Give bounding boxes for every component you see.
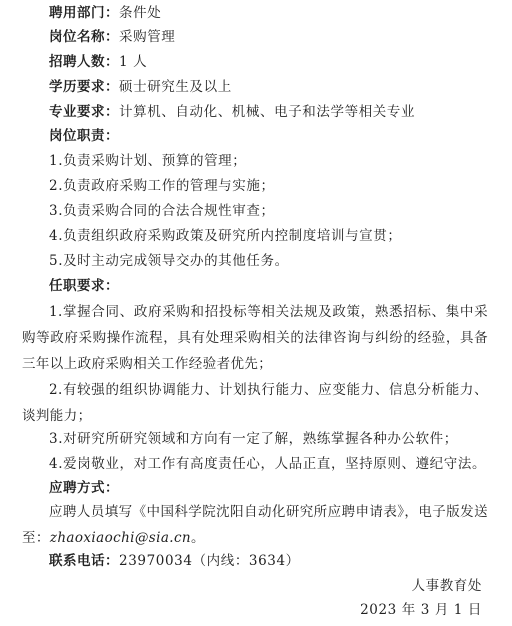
count-value: 1 人	[119, 54, 148, 70]
duty-item: 2.负责政府采购工作的管理与实施；	[49, 178, 275, 194]
education-label: 学历要求：	[49, 79, 119, 95]
application-text	[22, 499, 488, 551]
major-label: 专业要求：	[49, 104, 119, 120]
application-heading: 应聘方式：	[49, 480, 119, 496]
contact-phone: 23970034（内线：3634）	[119, 553, 300, 569]
duty-item: 5.及时主动完成领导交办的其他任务。	[49, 253, 289, 269]
dept-row	[49, 3, 161, 23]
contact-label: 联系电话：	[49, 553, 119, 569]
dept-value: 条件处	[119, 5, 162, 21]
position-value: 采购管理	[119, 29, 176, 45]
issue-date: 2023 年 3 月 1 日	[360, 602, 482, 618]
contact-row	[49, 551, 300, 571]
duty-item: 4.负责组织政府采购政策及研究所内控制度培训与宣贯；	[49, 228, 402, 244]
duties-heading: 岗位职责：	[49, 128, 119, 144]
requirement-item: 1.掌握合同、政府采购和招投标等相关法规及政策，熟悉招标、集中采购等政府采购操作流程，具有处理采购相关的法律咨询与纠纷的经验，具备三年以上政府采购相关工作经验者优先；	[22, 304, 488, 372]
education-row	[49, 77, 232, 97]
requirement-item: 4.爱岗敬业，对工作有高度责任心，人品正直，坚持原则、遵纪守法。	[49, 456, 487, 472]
duty-item: 3.负责采购合同的合法合规性审查；	[49, 203, 275, 219]
major-value: 计算机、自动化、机械、电子和法学等相关专业	[119, 104, 416, 120]
requirement-item: 3.对研究所研究领域和方向有一定了解，熟练掌握各种办公软件；	[49, 431, 458, 447]
duty-item: 1.负责采购计划、预算的管理；	[49, 153, 247, 169]
count-row	[49, 52, 147, 72]
dept-label: 聘用部门：	[49, 5, 119, 21]
count-label: 招聘人数：	[49, 54, 119, 70]
application-end: 。	[191, 530, 205, 546]
position-row	[49, 27, 175, 47]
application-email[interactable]: zhaoxiaochi@sia.cn	[49, 530, 192, 546]
requirement-item: 2.有较强的组织协调能力、计划执行能力、应变能力、信息分析能力、谈判能力；	[22, 382, 488, 424]
education-value: 硕士研究生及以上	[119, 79, 232, 95]
application-instructions: 应聘人员填写《中国科学院沈阳自动化研究所应聘申请表》，电子版发送至：	[22, 504, 488, 546]
position-label: 岗位名称：	[49, 29, 119, 45]
requirements-heading: 任职要求：	[49, 278, 119, 294]
major-row	[49, 102, 415, 122]
issuing-office: 人事教育处	[411, 578, 482, 594]
